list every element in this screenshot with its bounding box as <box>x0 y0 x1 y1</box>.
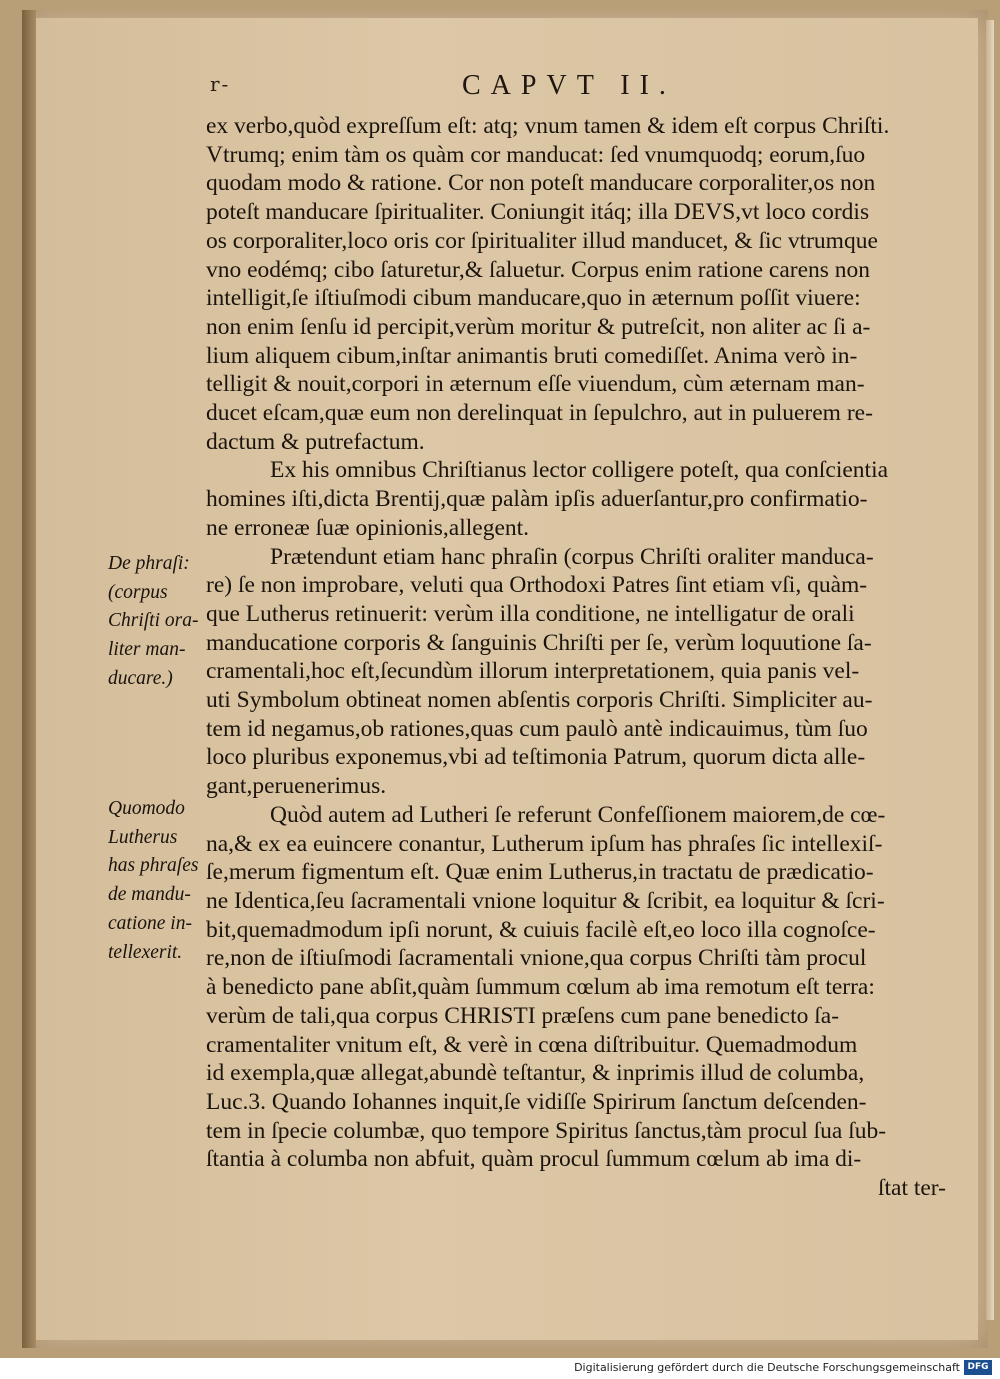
text-line: os corporaliter,loco oris cor ſpiritualiter illud manducet, & ſic vtrumque <box>206 227 878 254</box>
text-line: re) ſe non improbare, veluti qua Orthodoxi Patres ſint etiam vſi, quàm- <box>206 572 868 599</box>
text-line: ne erroneæ ſuæ opinionis,allegent. <box>206 514 530 541</box>
text-line: non enim ſenſu id percipit,verùm moritur & putreſcit, non aliter ac ſi a- <box>206 313 871 340</box>
marginal-line: has phraſes <box>108 855 199 877</box>
text-line: id exempla,quæ allegat,abundè teſtantur, & inprimis illud de columba, <box>206 1060 865 1087</box>
text-line: homines iſti,dicta Brentij,quæ palàm ipſis aduerſantur,pro confirmatio- <box>206 486 868 513</box>
text-line: lium aliquem cibum,inſtar animantis bruti comediſſet. Anima verò in- <box>206 342 858 369</box>
footer-credit: Digitalisierung gefördert durch die Deutsche Forschungsgemeinschaft <box>574 1361 960 1374</box>
text-line: Ex his omnibus Chriſtianus lector colligere poteſt, qua conſcientia <box>270 457 889 484</box>
marginal-line: Chriſti ora- <box>108 610 199 632</box>
marginal-line: catione in- <box>108 912 192 934</box>
marginal-note-lutherus <box>108 795 206 967</box>
text-line: Vtrumq; enim tàm os quàm cor manducat: ſed vnumquodq; eorum,ſuo <box>206 141 866 168</box>
text-line: poteſt manducare ſpiritualiter. Coniungit itáq; illa DEVS,vt loco cordis <box>206 199 870 226</box>
header-mark: r- <box>210 72 231 96</box>
marginal-line: liter man- <box>108 639 186 661</box>
text-line: intelligit,ſe iſtiuſmodi cibum manducare,quo in æternum poſſit viuere: <box>206 285 861 312</box>
text-line: ſe,merum figmentum eſt. Quæ enim Lutherus,in tractatu de prædicatio- <box>206 859 874 886</box>
text-line: cramentaliter vnitum eſt, & verè in cœna diſtribuitur. Quemadmodum <box>206 1031 858 1058</box>
marginal-line: de mandu- <box>108 884 191 906</box>
body-text <box>206 112 946 1203</box>
text-line: na,& ex ea euincere conantur, Lutherum ipſum has phraſes ſic intellexiſ- <box>206 830 883 857</box>
text-line: cramentali,hoc eſt,ſecundùm illorum interpretationem, quia panis vel- <box>206 658 860 685</box>
text-line: manducatione corporis & ſanguinis Chriſti per ſe, verùm loquutione ſa- <box>206 629 872 656</box>
text-line: ducet eſcam,quæ eum non derelinquat in ſepulchro, aut in puluerem re- <box>206 400 873 427</box>
marginal-note-phrasis <box>108 550 206 694</box>
text-line: uti Symbolum obtineat nomen abſentis corporis Chriſti. Simpliciter au- <box>206 687 873 714</box>
text-line: vno eodémq; cibo ſaturetur,& ſaluetur. Corpus enim ratione carens non <box>206 256 871 283</box>
text-line: bit,quemadmodum ipſi norunt, & cuiuis facilè eſt,eo loco illa cognoſce- <box>206 916 876 943</box>
text-line: gant,peruenerimus. <box>206 773 387 800</box>
footer-bar <box>0 1358 1000 1379</box>
page-gutter <box>22 10 36 1348</box>
text-line: que Lutherus retinuerit: verùm illa conditione, ne intelligatur de orali <box>206 600 855 627</box>
marginal-line: (corpus <box>108 581 168 603</box>
text-line: loco pluribus exponemus,vbi ad teſtimonia Patrum, quorum dicta alle- <box>206 744 866 771</box>
marginal-line: De phraſi: <box>108 553 190 574</box>
text-line: ne Identica,ſeu ſacramentali vnione loquitur & ſcribit, ea loquitur & ſcri- <box>206 887 885 914</box>
text-line: ſtantia à columba non abfuit, quàm procul ſummum cœlum ab ima di- <box>206 1146 862 1173</box>
page-edge <box>986 20 994 1320</box>
marginal-line: ducare.) <box>108 667 173 689</box>
text-line: Luc.3. Quando Iohannes inquit,ſe vidiſſe Spirirum ſanctum deſcenden- <box>206 1088 867 1115</box>
marginal-line: Quomodo <box>108 798 185 819</box>
text-line: telligit & nouit,corpori in æternum eſſe viuendum, cùm æternam man- <box>206 371 865 398</box>
text-line: verùm de tali,qua corpus CHRISTI præſens cum pane benedicto ſa- <box>206 1002 840 1029</box>
text-line: à benedicto pane abſit,quàm ſummum cœlum ab ima remotum eſt terra: <box>206 974 875 1001</box>
marginal-line: Lutherus <box>108 826 178 848</box>
dfg-logo: DFG <box>964 1360 992 1375</box>
text-line: ſtat ter- <box>877 1175 946 1202</box>
text-line: tem id negamus,ob rationes,quas cum paulò antè indicauimus, tùm ſuo <box>206 715 868 742</box>
text-line: quodam modo & ratione. Cor non poteſt manducare corporaliter,os non <box>206 170 876 197</box>
running-head: CAPVT II. <box>462 70 676 101</box>
text-line: Quòd autem ad Lutheri ſe referunt Confeſſionem maiorem,de cœ- <box>270 801 886 828</box>
text-line: dactum & putrefactum. <box>206 428 425 455</box>
text-line: ex verbo,quòd expreſſum eſt: atq; vnum tamen & idem eſt corpus Chriſti. <box>206 113 890 139</box>
text-line: tem in ſpecie columbæ, quo tempore Spiritus ſanctus,tàm procul ſua ſub- <box>206 1117 887 1144</box>
text-line: Prætendunt etiam hanc phraſin (corpus Chriſti oraliter manduca- <box>270 543 874 570</box>
text-line: re,non de iſtiuſmodi ſacramentali vnione,qua corpus Chriſti tàm procul <box>206 945 867 972</box>
marginal-line: tellexerit. <box>108 941 183 963</box>
